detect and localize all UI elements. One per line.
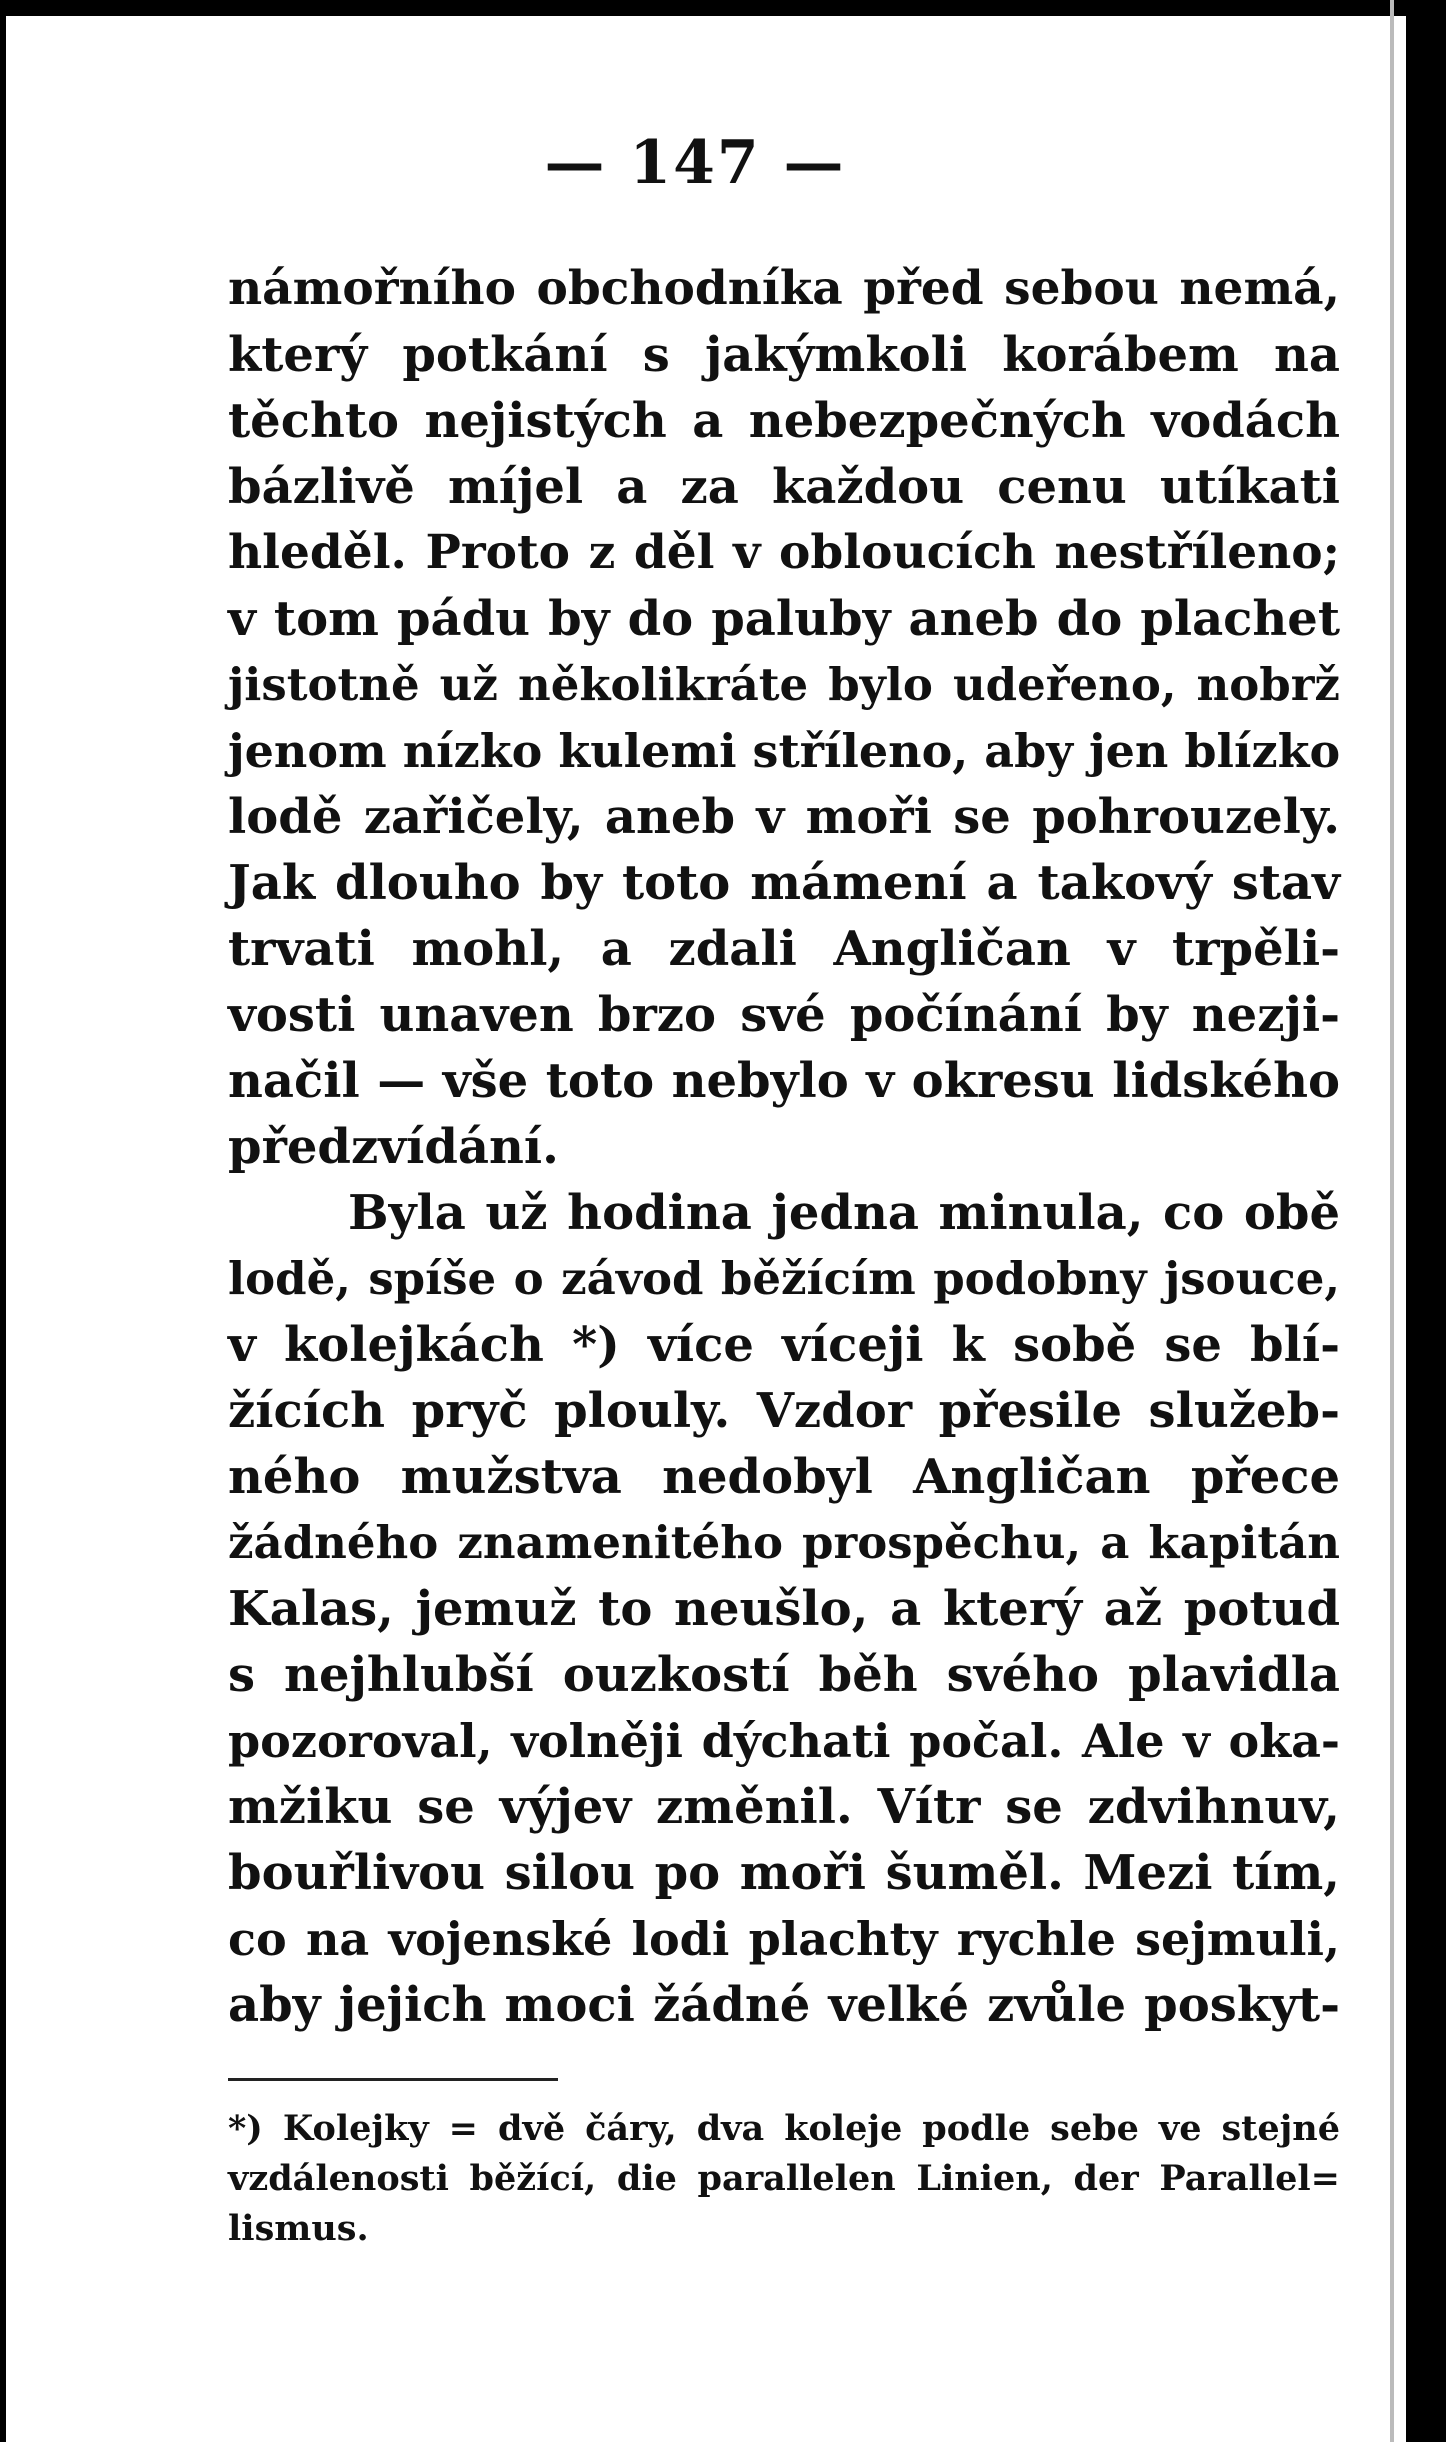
text-line: bázlivě míjel a za každou cenu utíkati [228, 459, 1340, 515]
text-line: Kalas, jemuž to neušlo, a který až potud [228, 1581, 1340, 1637]
text-line: jistotně už několikráte bylo udeřeno, nobrž [228, 658, 1340, 711]
body-text [228, 256, 1340, 2038]
text-line: s nejhlubší ouzkostí běh svého plavidla [228, 1647, 1340, 1703]
text-line: v kolejkách *) více víceji k sobě se blí- [228, 1317, 1340, 1373]
text-line: který potkání s jakýmkoli korábem na [228, 327, 1340, 383]
page-number: — 147 — [544, 128, 846, 198]
footnote [228, 2104, 1340, 2254]
text-line: hleděl. Proto z děl v obloucích nestříleno; [228, 525, 1340, 580]
text-line: načil — vše toto nebylo v okresu lidského [228, 1053, 1340, 1109]
text-line: mžiku se výjev změnil. Vítr se zdvihnuv, [228, 1779, 1340, 1835]
footnote-line: lismus. [228, 2208, 369, 2249]
scan-border-top [0, 0, 1446, 16]
scan-border-right [1406, 0, 1446, 2442]
text-line: lodě, spíše o závod běžícím podobny jsouce, [228, 1252, 1340, 1305]
scan-border-left [0, 0, 6, 2442]
text-line: lodě zařičely, aneb v moři se pohrouzely. [228, 789, 1340, 845]
page-edge-shadow [1390, 0, 1394, 2442]
text-line: v tom pádu by do paluby aneb do plachet [228, 591, 1340, 647]
text-line: aby jejich moci žádné velké zvůle poskyt- [228, 1977, 1340, 2033]
text-line: žících pryč plouly. Vzdor přesile služeb- [228, 1383, 1340, 1439]
text-line: co na vojenské lodi plachty rychle sejmuli, [228, 1912, 1340, 1966]
text-line: ného mužstva nedobyl Angličan přece [228, 1449, 1340, 1505]
paragraph-end-line: předzvídání. [228, 1119, 559, 1175]
text-line: bouřlivou silou po moři šuměl. Mezi tím, [228, 1845, 1340, 1901]
footnote-divider [228, 2078, 558, 2081]
text-line: trvati mohl, a zdali Angličan v trpěli- [228, 921, 1340, 977]
paragraph-start-line: Byla už hodina jedna minula, co obě [348, 1185, 1340, 1241]
text-line: pozoroval, volněji dýchati počal. Ale v oka- [228, 1714, 1340, 1768]
text-line: vosti unaven brzo své počínání by nezji- [228, 987, 1340, 1043]
text-line: Jak dlouho by toto mámení a takový stav [228, 855, 1340, 911]
text-line: těchto nejistých a nebezpečných vodách [228, 393, 1340, 449]
text-line: žádného znamenitého prospěchu, a kapitán [228, 1516, 1340, 1569]
text-line: jenom nízko kulemi stříleno, aby jen blízko [228, 724, 1341, 778]
text-line: námořního obchodníka před sebou nemá, [228, 261, 1340, 316]
footnote-line: vzdálenosti běžící, die parallelen Linien, der Parallel= [228, 2158, 1340, 2199]
footnote-line: *) Kolejky = dvě čáry, dva koleje podle sebe ve stejné [228, 2108, 1340, 2149]
